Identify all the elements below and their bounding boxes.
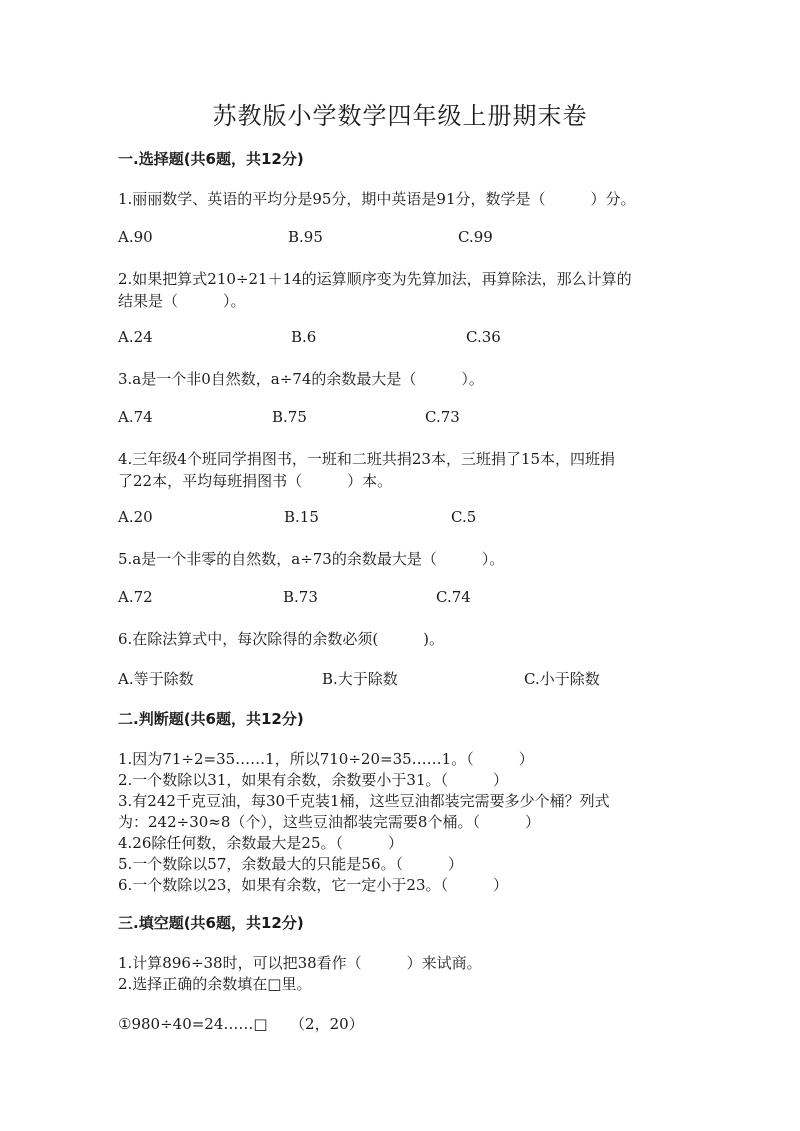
judge-q4-text: 4.26除任何数，余数最大是25。（ ） xyxy=(118,834,403,852)
page-title: 苏教版小学数学四年级上册期末卷 xyxy=(212,102,588,130)
fill-q2-text: 2.选择正确的余数填在□里。 xyxy=(118,975,312,993)
judge-q3-text-line2: 为：242÷30≈8（个），这些豆油都装完需要8个桶。（ ） xyxy=(118,813,540,831)
section-heading-fill: 三.填空题(共6题，共12分) xyxy=(118,914,304,932)
judge-q5-text: 5.一个数除以57，余数最大的只能是56。（ ） xyxy=(118,855,463,873)
choice-q5-text: 5.a是一个非零的自然数，a÷73的余数最大是（ ）。 xyxy=(118,550,505,568)
fill-q1-text: 1.计算896÷38时，可以把38看作（ ）来试商。 xyxy=(118,954,482,972)
judge-q6-text: 6.一个数除以23，如果有余数，它一定小于23。（ ） xyxy=(118,876,508,894)
choice-q4-text-line2: 了22本，平均每班捐图书（ ）本。 xyxy=(118,472,393,490)
choice-q2-option-b: B.6 xyxy=(291,328,317,346)
judge-q3-text-line1: 3.有242千克豆油，每30千克装1桶，这些豆油都装完需要多少个桶？列式 xyxy=(118,792,610,810)
choice-q5-option-b: B.73 xyxy=(283,588,318,606)
choice-q1-text: 1.丽丽数学、英语的平均分是95分，期中英语是91分，数学是（ ）分。 xyxy=(118,190,636,208)
choice-q4-option-c: C.5 xyxy=(451,508,477,526)
choice-q3-option-a: A.74 xyxy=(118,408,153,426)
judge-q1-text: 1.因为71÷2=35……1，所以710÷20=35……1。（ ） xyxy=(118,750,534,768)
choice-q3-option-c: C.73 xyxy=(425,408,460,426)
choice-q2-option-c: C.36 xyxy=(466,328,501,346)
choice-q3-option-b: B.75 xyxy=(272,408,307,426)
choice-q6-option-b: B.大于除数 xyxy=(322,670,398,688)
choice-q3-text: 3.a是一个非0自然数，a÷74的余数最大是（ ）。 xyxy=(118,370,484,388)
section-heading-judge: 二.判断题(共6题，共12分) xyxy=(118,710,304,728)
choice-q6-option-a: A.等于除数 xyxy=(118,670,194,688)
choice-q4-text-line1: 4.三年级4个班同学捐图书，一班和二班共捐23本，三班捐了15本，四班捐 xyxy=(118,450,616,468)
judge-q2-text: 2.一个数除以31，如果有余数，余数要小于31。（ ） xyxy=(118,771,508,789)
choice-q1-option-c: C.99 xyxy=(458,228,493,246)
choice-q2-option-a: A.24 xyxy=(118,328,153,346)
section-heading-choice: 一.选择题(共6题，共12分) xyxy=(118,150,304,168)
choice-q5-option-a: A.72 xyxy=(118,588,153,606)
choice-q2-text-line1: 2.如果把算式210÷21＋14的运算顺序变为先算加法，再算除法，那么计算的 xyxy=(118,270,632,288)
choice-q2-text-line2: 结果是（ ）。 xyxy=(118,292,246,310)
choice-q1-option-b: B.95 xyxy=(288,228,323,246)
choice-q6-option-c: C.小于除数 xyxy=(524,670,600,688)
choice-q1-option-a: A.90 xyxy=(118,228,153,246)
choice-q4-option-b: B.15 xyxy=(284,508,319,526)
fill-q2-item1-text: ①980÷40=24……□ （2，20） xyxy=(118,1015,364,1033)
choice-q5-option-c: C.74 xyxy=(436,588,471,606)
choice-q6-text: 6.在除法算式中，每次除得的余数必须( )。 xyxy=(118,630,445,648)
choice-q4-option-a: A.20 xyxy=(118,508,153,526)
